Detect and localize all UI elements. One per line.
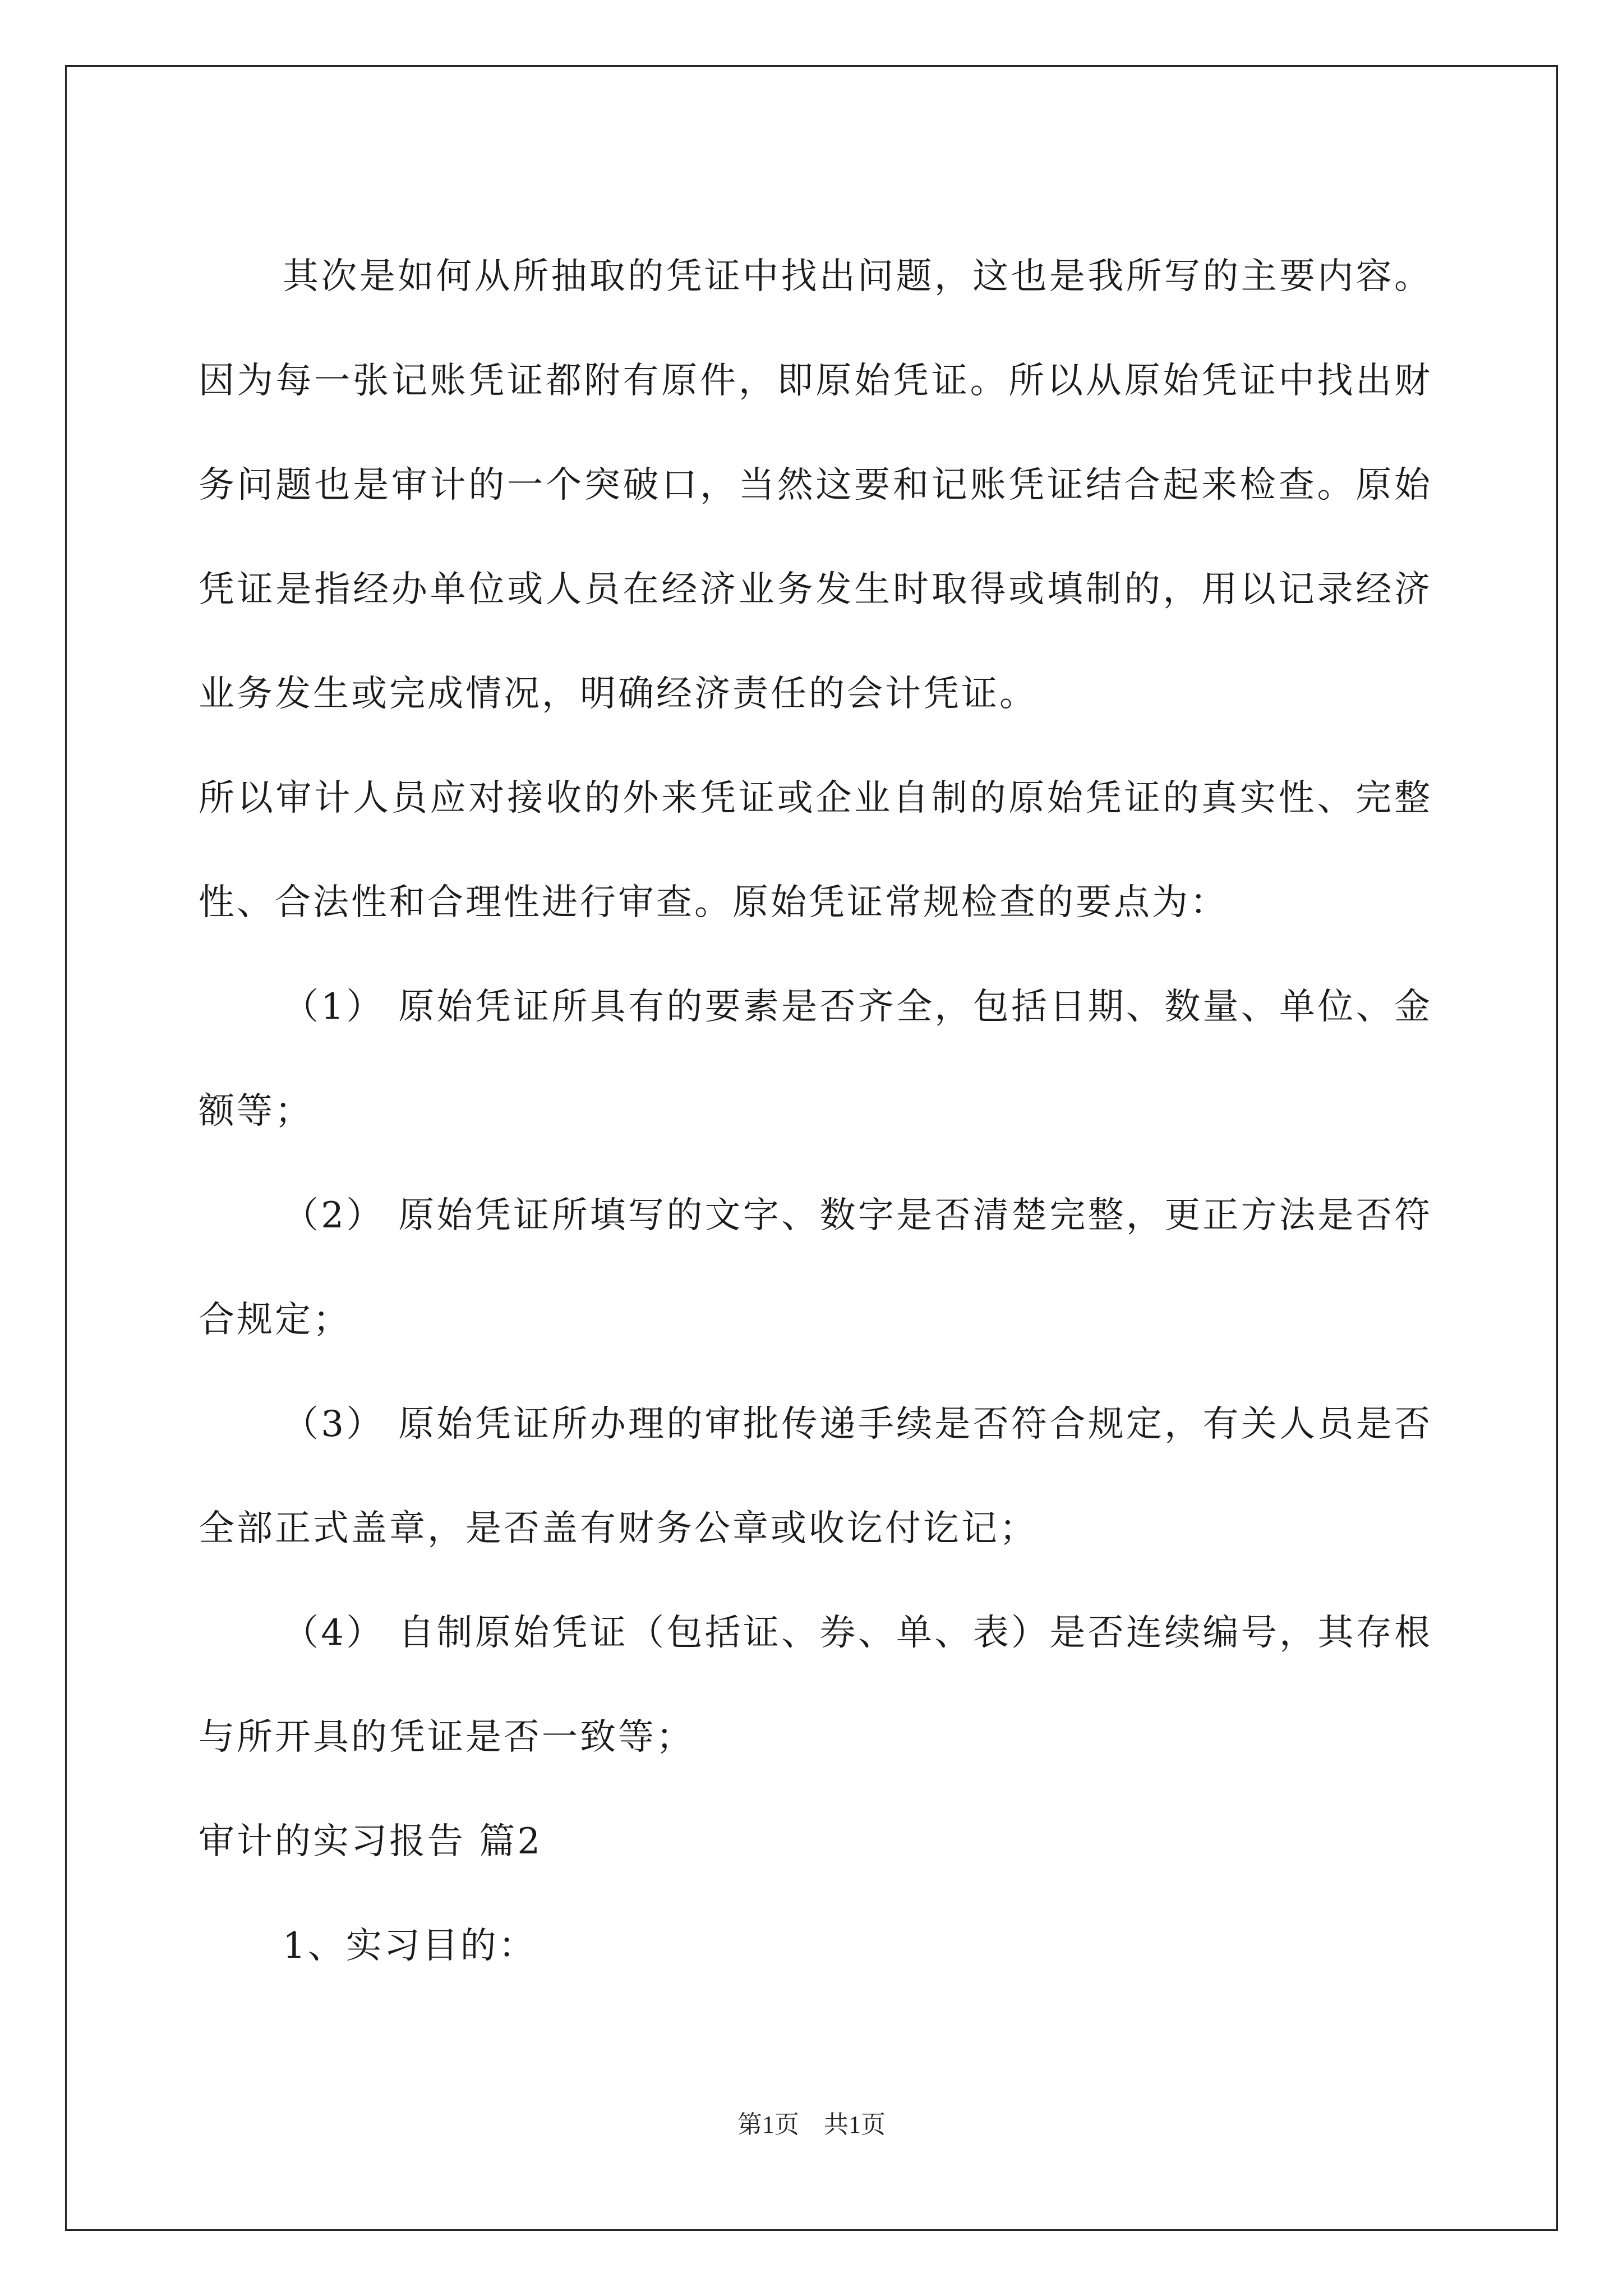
section-heading: 审计的实习报告 篇2 xyxy=(199,1821,543,1862)
list-item: （3） 原始凭证所办理的审批传递手续是否符合规定，有关人员是否全部正式盖章，是否盖有财务公章或收讫付讫记； xyxy=(199,1404,1432,1549)
list-item: （4） 自制原始凭证（包括证、券、单、表）是否连续编号，其存根与所开具的凭证是否一致等； xyxy=(199,1612,1432,1758)
list-item: （1） 原始凭证所具有的要素是否齐全，包括日期、数量、单位、金额等； xyxy=(199,986,1432,1132)
document-body xyxy=(199,224,1432,1998)
paragraph: 其次是如何从所抽取的凭证中找出问题，这也是我所写的主要内容。因为每一张记账凭证都附有原件，即原始凭证。所以从原始凭证中找出财务问题也是审计的一个突破口，当然这要和记账凭证结合起来检查。原始凭证是指经办单位或人员在经济业务发生时取得或填制的，用以记录经济业务发生或完成情况，明确经济责任的会计凭证。 xyxy=(199,256,1432,715)
page-total: 共1页 xyxy=(824,2111,886,2138)
list-item: （2） 原始凭证所填写的文字、数字是否清楚完整，更正方法是否符合规定； xyxy=(199,1195,1432,1341)
paragraph: 所以审计人员应对接收的外来凭证或企业自制的原始凭证的真实性、完整性、合法性和合理性进行审查。原始凭证常规检查的要点为： xyxy=(199,777,1432,923)
page-footer xyxy=(0,2108,1623,2142)
subheading: 1、实习目的： xyxy=(283,1925,537,1967)
page-number: 第1页 xyxy=(737,2111,799,2138)
